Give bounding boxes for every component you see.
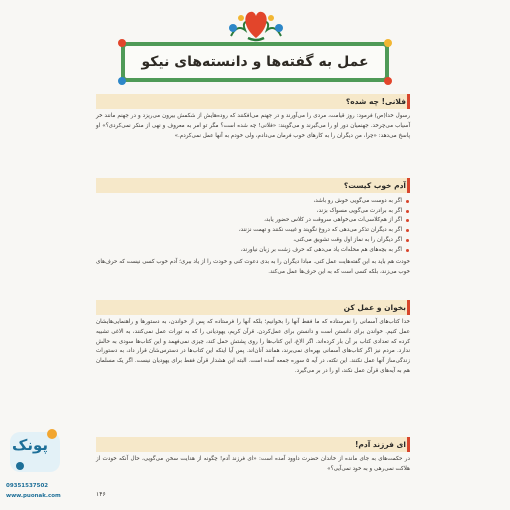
list-item: اگر به دیگران تذکر می‌دهی که دروغ نگویند و غیبت نکنند و تهمت نزنند، bbox=[96, 226, 410, 236]
heading-accent-bar bbox=[407, 300, 410, 315]
heading-accent-bar bbox=[407, 94, 410, 109]
section-heading-text: بخوان و عمل کن bbox=[343, 303, 406, 312]
bullet-list bbox=[96, 197, 410, 255]
list-item: اگر به بچه‌های هم محله‌ات یاد می‌دهی که حرف زشت بر زبان نیاورند، bbox=[96, 246, 410, 256]
section-heading-text: فلانی! چه شده؟ bbox=[345, 97, 406, 106]
heading-accent-bar bbox=[407, 178, 410, 193]
section-heading-text: ای فرزند آدم! bbox=[354, 440, 406, 449]
list-item: اگر دیگران را به نماز اول وقت تشویق می‌کنی، bbox=[96, 236, 410, 246]
publisher-logo[interactable] bbox=[0, 420, 74, 510]
section-paragraph: خدا کتاب‌های آسمانی را نفرستاده که ما فقط آنها را بخوانیم؛ بلکه آنها را فرستاده که پس از خواندن، به دستورها و راهنمایی‌هایشان عمل کنیم. خواندن برای دانستن است و دانستن برای عمل‌کردن. قرآن کریم، یهودیانی را که به تورات عمل نمی‌کنند، به الاغی تشبیه کرده که تعدادی کتاب بر آن بار کرده‌اند. اگر الاغ، این کتاب‌ها را روی پشتش حمل کند، چیزی نمی‌فهمد و این کتاب‌ها سودی به حالش ندارد. مردم نیز اگر کتاب‌های آسمانی بهره‌ای نمی‌برند، همانند آنان‌اند. پس آیا اینکه این کتاب‌ها در دسترس‌شان قرار داد، به دستورات زندگی‌ساز آنها عمل نکنند. این نکته، در آیه ۵ سوره جمعه آمده است. البته این هشدار قرآن فقط برای یهودیان نیست. اگر یک مسلمان هم به آیه‌های قرآن عمل نکند، او را در بر می‌گیرد. bbox=[96, 319, 410, 374]
section-heading-text: آدم خوب کیست؟ bbox=[343, 181, 406, 190]
section-paragraph: در حکمت‌های به جای مانده از خاندان حضرت داوود آمده است: «ای فرزند آدم! چگونه از هدایت سخن می‌گویی، حال آنکه خودت از هلاکت نمی‌رهی و به خود نمی‌آیی؟» bbox=[96, 456, 410, 472]
heart-flower-ornament bbox=[223, 4, 289, 44]
flower-icon bbox=[384, 77, 392, 85]
page-title: عمل به گفته‌ها و دانسته‌های نیکو bbox=[141, 54, 369, 70]
flower-icon bbox=[384, 39, 392, 47]
list-item: اگر به دوست می‌گویی خوش رو باشد، bbox=[96, 197, 410, 207]
section-paragraph: رسول خدا(ص) فرمود: روز قیامت، مردی را می‌آورند و در جهنم می‌افکنند که روده‌هایش از شکمش بیرون می‌ریزد و در جهنم مانند خر آسیاب می‌چرخد. جهنمیان دور او را می‌گیرند و می‌گویند: «فلانی! چه شده است؟ مگر تو امر به معروف و نهی از منکر نمی‌کردی؟» او پاسخ می‌دهد: «چرا، من دیگران را به کارهای خوب فرمان می‌دادم، ولی خودم به آنها عمل نمی‌کردم.» bbox=[96, 113, 410, 139]
heading-accent-bar bbox=[407, 437, 410, 452]
page-number: ۱۴۶ bbox=[96, 491, 106, 498]
flower-icon bbox=[118, 77, 126, 85]
section-heading bbox=[96, 437, 410, 452]
section-whats-wrong bbox=[96, 94, 410, 141]
list-item: اگر از هم‌کلاسی‌ات می‌خواهی سروقت در کلاس حضور یابد، bbox=[96, 216, 410, 226]
section-heading bbox=[96, 94, 410, 109]
logo-website[interactable]: www.puonak.com bbox=[6, 493, 61, 499]
logo-phone: 09351537502 bbox=[6, 483, 49, 489]
section-read-and-act bbox=[96, 300, 410, 377]
section-paragraph: خودت هم باید به این گفته‌هایت عمل کنی. مبادا دیگران را به بدی دعوت کنی و خودت را از یاد ببری؛ آدم خوب کسی نیست که حرف‌های خوب می‌زند، بلکه کسی است که به این حرف‌ها عمل می‌کند. bbox=[96, 259, 410, 276]
section-good-person bbox=[96, 178, 410, 278]
section-heading bbox=[96, 178, 410, 193]
section-heading bbox=[96, 300, 410, 315]
list-item: اگر به برادرت می‌گویی مسواک بزند، bbox=[96, 207, 410, 217]
title-banner bbox=[121, 42, 389, 82]
logo-brand: پونک bbox=[12, 436, 49, 454]
section-son-of-adam bbox=[96, 437, 410, 475]
